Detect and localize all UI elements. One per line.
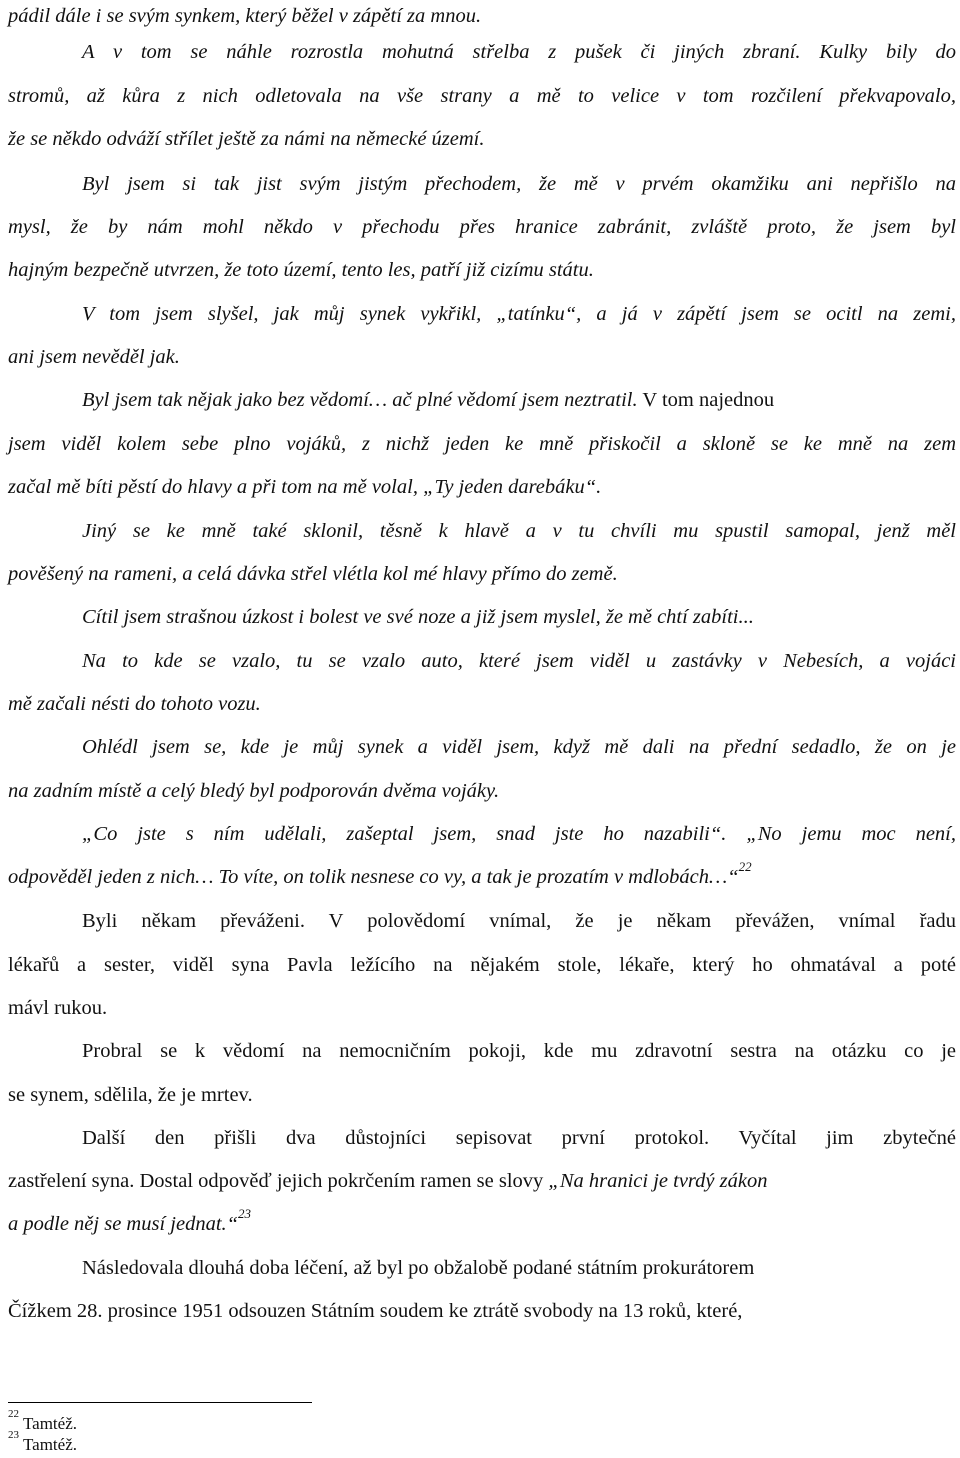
- text-line: se synem, sdělila, že je mrtev.: [8, 1084, 253, 1106]
- text-line: ani jsem nevěděl jak.: [8, 346, 180, 368]
- footnote-ref-23: 23: [238, 1206, 252, 1222]
- line-text: a podle něj se musí jednat.“: [8, 1213, 239, 1235]
- text-line: začal mě bíti pěstí do hlavy a při tom na mě volal, „Ty jeden darebáku“.: [8, 476, 602, 498]
- footnote-number: 23: [8, 1429, 19, 1442]
- text-line: mávl rukou.: [8, 997, 108, 1019]
- text-line-with-footnote: [8, 859, 956, 890]
- footnote: [8, 1429, 77, 1455]
- text-line: Ohlédl jsem se, kde je můj synek a viděl jsem, když mě dali na přední sedadlo, že on je: [82, 736, 956, 758]
- footnote-separator: [8, 1402, 312, 1403]
- text-line: mysl, že by nám mohl někdo v přechodu přes hranice zabránit, zvláště proto, že jsem byl: [8, 216, 956, 238]
- italic-quote: „Na hranici je tvrdý zákon: [548, 1170, 768, 1192]
- text-line: pověšený na rameni, a celá dávka střel vlétla kol mé hlavy přímo do země.: [8, 563, 618, 585]
- footnote-number: 22: [8, 1408, 19, 1421]
- text-line: Byli někam převáženi. V polovědomí vnímal, že je někam převážen, vnímal řadu: [82, 910, 956, 932]
- text-line: že se někdo odváží střílet ještě za námi na německé území.: [8, 128, 485, 150]
- text-line-mixed: [82, 387, 956, 413]
- text-line: lékařů a sester, viděl syna Pavla ležícího na nějakém stole, lékaře, který ho ohmatával a poté: [8, 954, 956, 976]
- text-line: Čížkem 28. prosince 1951 odsouzen Státním soudem ke ztrátě svobody na 13 roků, které,: [8, 1300, 743, 1322]
- line-text: odpověděl jeden z nich… To víte, on tolik nesnese co vy, a tak je prozatím v mdlobách…“: [8, 866, 739, 888]
- text-line: V tom jsem slyšel, jak můj synek vykřikl, „tatínku“, a já v zápětí jsem se ocitl na zemi,: [82, 303, 956, 325]
- text-line: stromů, až kůra z nich odletovala na vše strany a mě to velice v tom rozčilení překvapovalo,: [8, 85, 956, 107]
- text-line: A v tom se náhle rozrostla mohutná střelba z pušek či jiných zbraní. Kulky bily do: [82, 41, 956, 63]
- roman-text: V tom najednou: [642, 389, 775, 411]
- text-line-with-footnote: [8, 1206, 956, 1237]
- roman-text: zastřelení syna. Dostal odpověď jejich pokrčením ramen se slovy: [8, 1170, 544, 1192]
- text-line: Byl jsem si tak jist svým jistým přechodem, že mě v prvém okamžiku ani nepřišlo na: [82, 173, 956, 195]
- text-line: Probral se k vědomí na nemocničním pokoji, kde mu zdravotní sestra na otázku co je: [82, 1040, 956, 1062]
- text-line: Cítil jsem strašnou úzkost i bolest ve své noze a již jsem myslel, že mě chtí zabíti...: [82, 606, 754, 628]
- text-line: hajným bezpečně utvrzen, že toto území, tento les, patří již cizímu státu.: [8, 259, 594, 281]
- text-line: na zadním místě a celý bledý byl podporován dvěma vojáky.: [8, 780, 500, 802]
- text-line: Jiný se ke mně také sklonil, těsně k hlavě a v tu chvíli mu spustil samopal, jenž měl: [82, 520, 956, 542]
- text-line: Další den přišli dva důstojníci sepisovat první protokol. Vyčítal jim zbytečné: [82, 1127, 956, 1149]
- text-line-mixed: [8, 1168, 956, 1194]
- text-line: Následovala dlouhá doba léčení, až byl po obžalobě podané státním prokurátorem: [82, 1257, 755, 1279]
- footnote-ref-22: 22: [738, 859, 752, 875]
- text-line: pádil dále i se svým synkem, který běžel v zápětí za mnou.: [8, 5, 482, 27]
- footnote-text: Tamtéž.: [22, 1414, 77, 1433]
- italic-text: Byl jsem tak nějak jako bez vědomí… ač plné vědomí jsem neztratil.: [82, 389, 638, 411]
- text-line: mě začali nésti do tohoto vozu.: [8, 693, 261, 715]
- text-line: jsem viděl kolem sebe plno vojáků, z nichž jeden ke mně přiskočil a skloně se ke mně na zem: [8, 433, 956, 455]
- footnote-text: Tamtéž.: [22, 1435, 77, 1454]
- text-line: „Co jste s ním udělali, zašeptal jsem, snad jste ho nazabili“. „No jemu moc není,: [82, 823, 956, 845]
- text-line: Na to kde se vzalo, tu se vzalo auto, které jsem viděl u zastávky v Nebesích, a vojáci: [82, 650, 956, 672]
